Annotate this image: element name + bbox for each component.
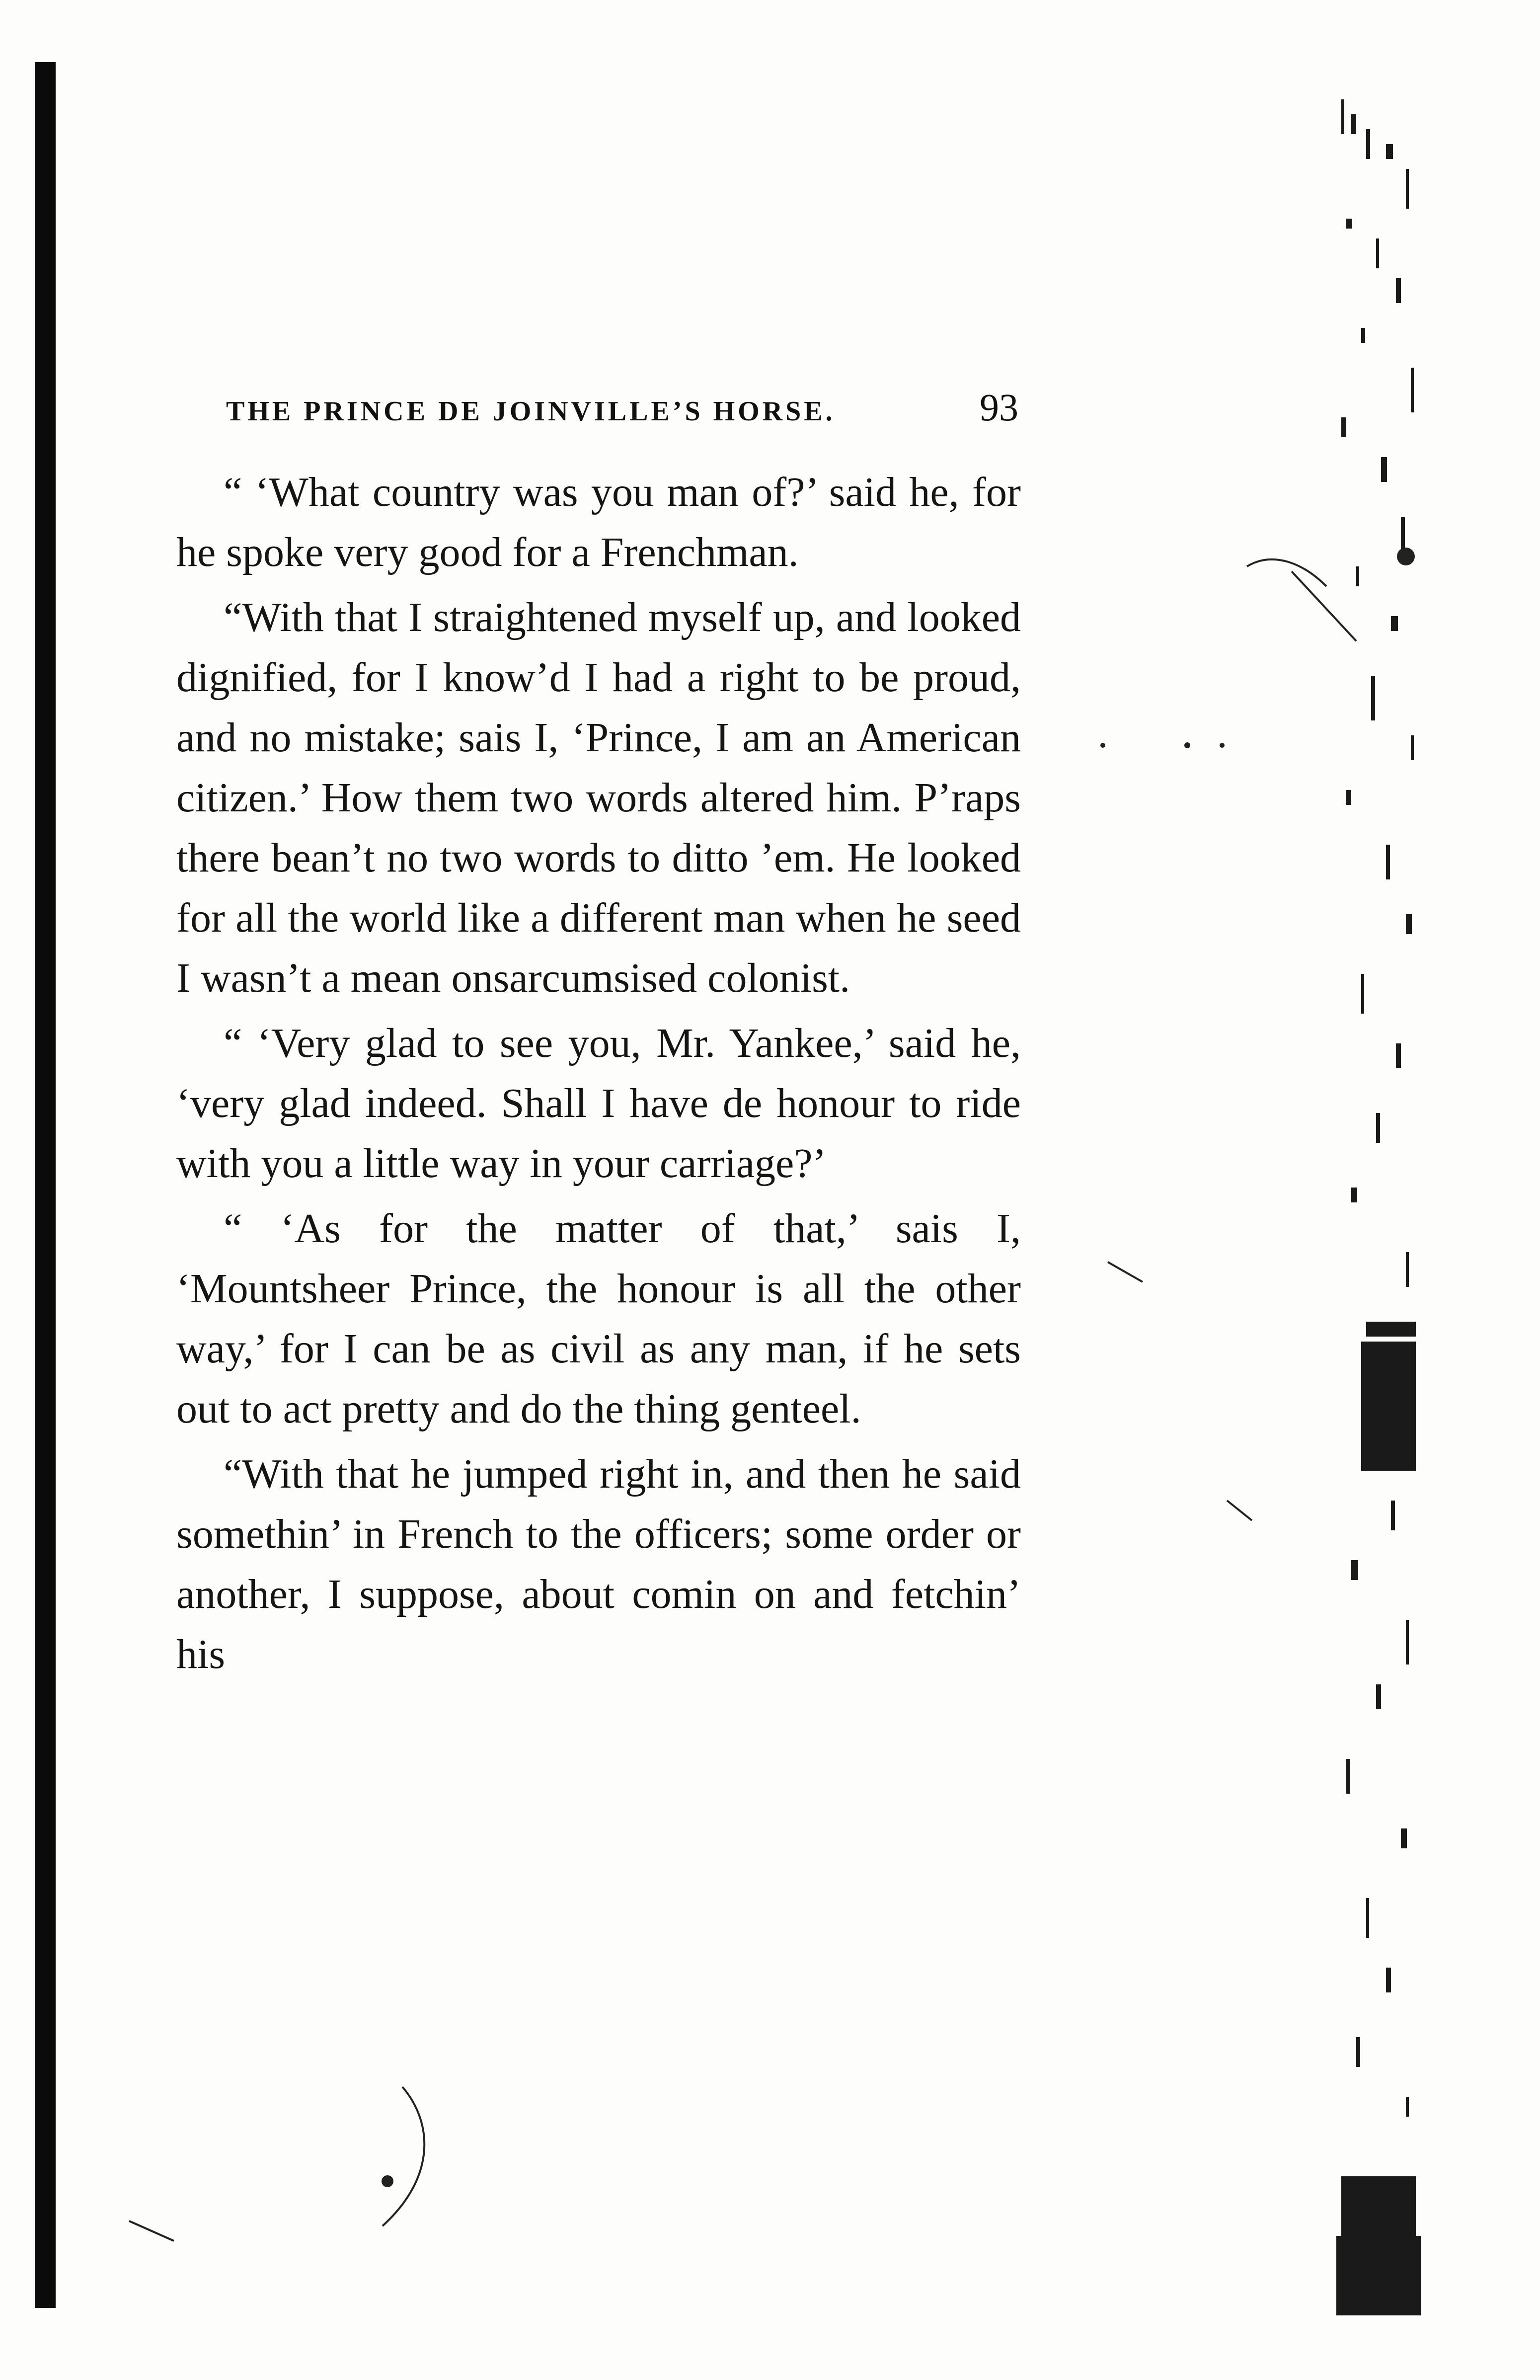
paragraph: “ ‘What country was you man of?’ said he, for he spoke very good for a Frenchman. bbox=[176, 469, 1021, 575]
scan-margin-noise bbox=[1331, 70, 1431, 2315]
paragraph: “ ‘As for the matter of that,’ sais I, ‘Mountsheer Prince, the honour is all the other way,’ for I can be as civil as any man, if he sets out to act pretty and do the thing genteel. bbox=[176, 1205, 1021, 1432]
paragraph: “With that I straightened myself up, and looked dignified, for I know’d I had a right to be proud, and no mistake; sais I, ‘Prince, I am an American citizen.’ How them two words altered him. P’raps there bean’t no two words to ditto ’em. He looked for all the world like a different man when he seed I wasn’t a mean onsarcumsised colonist. bbox=[176, 594, 1021, 1001]
page-number: 93 bbox=[980, 386, 1018, 429]
running-head bbox=[226, 385, 1018, 440]
body-text bbox=[176, 462, 1021, 2052]
paragraph: “With that he jumped right in, and then he said somethin’ in French to the officers; some order or another, I suppose, about comin on and fetchin’ his bbox=[176, 1451, 1021, 1677]
paragraph: “ ‘Very glad to see you, Mr. Yankee,’ said he, ‘very glad indeed. Shall I have de honour to ride with you a little way in your carriage?’ bbox=[176, 1020, 1021, 1187]
running-title: THE PRINCE DE JOINVILLE’S HORSE. bbox=[226, 396, 836, 427]
binding-edge bbox=[35, 62, 56, 2308]
